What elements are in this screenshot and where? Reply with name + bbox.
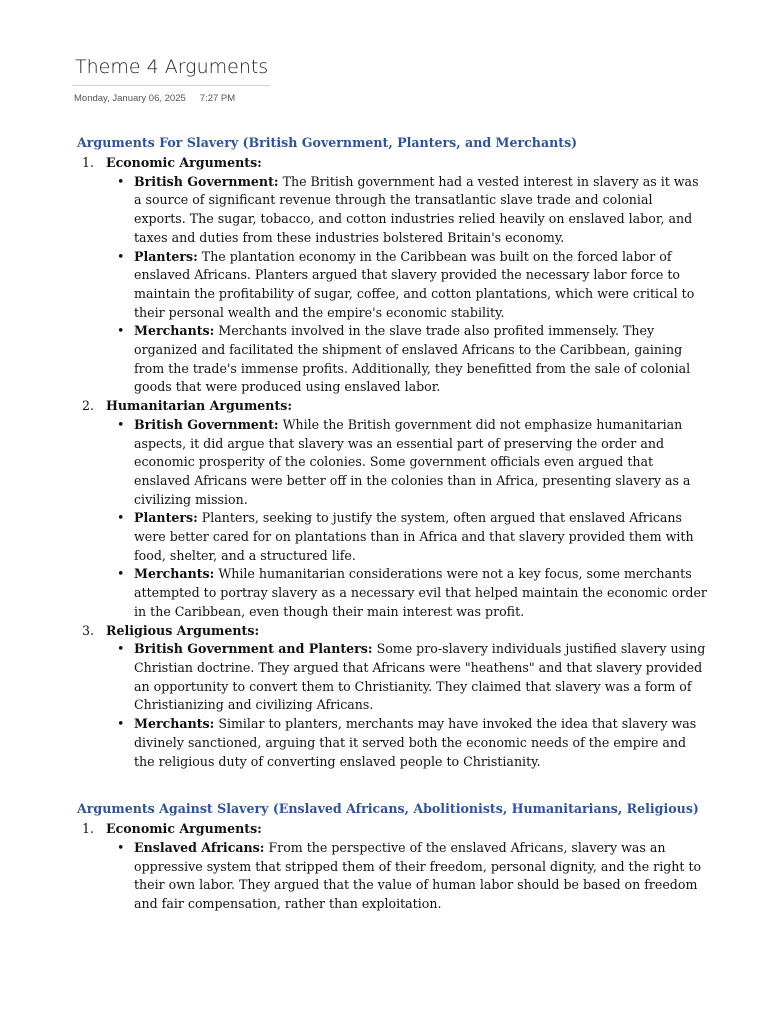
note-time: 7:27 PM: [199, 93, 236, 104]
bullet-icon: •: [117, 416, 125, 432]
point-item: [106, 509, 707, 565]
point-lead: Merchants:: [134, 716, 215, 732]
point-lead: Merchants:: [134, 323, 215, 339]
section-heading: Arguments Against Slavery (Enslaved Africans, Abolitionists, Humanitarians, Religious): [77, 801, 699, 817]
page-title[interactable]: Theme 4 Arguments: [75, 56, 269, 78]
point-text: Some pro-slavery individuals justified slavery using Christian doctrine. They argued that Africans were "heathens" and that slavery provided an opportunity to convert them to Christianity. They claimed that slavery was a form of Christianizing and civilizing Africans.: [134, 641, 706, 713]
bullet-icon: •: [117, 248, 125, 264]
point-lead: Planters:: [134, 510, 198, 526]
point-text: Planters, seeking to justify the system, often argued that enslaved Africans were better cared for on plantations than in Africa and that slavery provided them with food, shelter, and a structured life.: [134, 510, 694, 563]
point-list: [106, 173, 707, 397]
point-item: [106, 839, 707, 914]
section-heading: Arguments For Slavery (British Government, Planters, and Merchants): [77, 135, 578, 150]
bullet-icon: •: [117, 566, 125, 582]
point-lead: Enslaved Africans:: [134, 839, 265, 855]
point-list: [106, 416, 707, 622]
point-lead: Merchants:: [134, 566, 215, 582]
list-number: 1.: [82, 821, 95, 837]
list-number: 3.: [82, 622, 95, 638]
point-list: [106, 640, 707, 771]
point-item: [106, 715, 707, 771]
argument-title: Religious Arguments:: [106, 622, 260, 638]
argument-item: [77, 820, 707, 914]
note-timestamp: [74, 93, 235, 104]
point-text: From the perspective of the enslaved Africans, slavery was an oppressive system that stripped them of their freedom, personal dignity, and the right to their own labor. They argued that the value of human labor should be based on freedom and fair compensation, rather than exploitation.: [134, 839, 702, 912]
point-lead: British Government:: [134, 416, 279, 432]
argument-list: [77, 154, 707, 771]
argument-item: [77, 397, 707, 621]
list-number: 1.: [82, 155, 95, 170]
point-text: The British government had a vested interest in slavery as it was a source of significant revenue through the transatlantic slave trade and colonial exports. The sugar, tobacco, and cotton industries relied heavily on enslaved labor, and taxes and duties from these industries bolstered Britain's economy.: [134, 173, 699, 245]
point-text: While the British government did not emphasize humanitarian aspects, it did argue that slavery was an essential part of preserving the order and economic prosperity of the colonies. Some government officials even argued that enslaved Africans were better off in the colonies than in Africa, presenting slavery as a civilizing mission.: [134, 416, 691, 507]
point-item: [106, 248, 707, 323]
point-lead: Planters:: [134, 248, 198, 264]
argument-item: [77, 154, 707, 397]
bullet-icon: •: [117, 641, 125, 657]
argument-list: [77, 820, 707, 914]
point-lead: British Government:: [134, 173, 279, 189]
argument-title: Humanitarian Arguments:: [106, 398, 292, 414]
point-text: Merchants involved in the slave trade also profited immensely. They organized and facilitated the shipment of enslaved Africans to the Caribbean, gaining from the trade's immense profits. Additionally, they benefitted from the sale of colonial goods that were produced using enslaved labor.: [134, 323, 691, 395]
argument-title: Economic Arguments:: [106, 155, 262, 170]
argument-item: [77, 622, 707, 772]
point-text: While humanitarian considerations were not a key focus, some merchants attempted to portray slavery as a necessary evil that helped maintain the economic order in the Caribbean, even though their main interest was profit.: [134, 566, 707, 619]
point-text: Similar to planters, merchants may have invoked the idea that slavery was divinely sanctioned, arguing that it served both the economic needs of the empire and the religious duty of converting enslaved people to Christianity.: [134, 716, 697, 769]
point-item: [106, 565, 707, 621]
point-item: [106, 322, 707, 397]
bullet-icon: •: [117, 323, 125, 339]
list-number: 2.: [82, 398, 95, 414]
point-item: [106, 173, 707, 248]
point-item: [106, 640, 707, 715]
bullet-icon: •: [117, 839, 125, 855]
point-list: [106, 839, 707, 914]
argument-title: Economic Arguments:: [106, 821, 262, 837]
point-text: The plantation economy in the Caribbean was built on the forced labor of enslaved Africans. Planters argued that slavery provided the necessary labor force to maintain the profitability of sugar, coffee, and cotton plantations, which were critical to their personal wealth and the empire's economic stability.: [134, 248, 695, 320]
point-item: [106, 416, 707, 510]
note-content[interactable]: [77, 133, 707, 914]
note-date: Monday, January 06, 2025: [74, 93, 186, 104]
bullet-icon: •: [117, 510, 125, 526]
title-divider: [72, 85, 270, 86]
point-lead: British Government and Planters:: [134, 641, 373, 657]
bullet-icon: •: [117, 716, 125, 732]
bullet-icon: •: [117, 173, 125, 189]
